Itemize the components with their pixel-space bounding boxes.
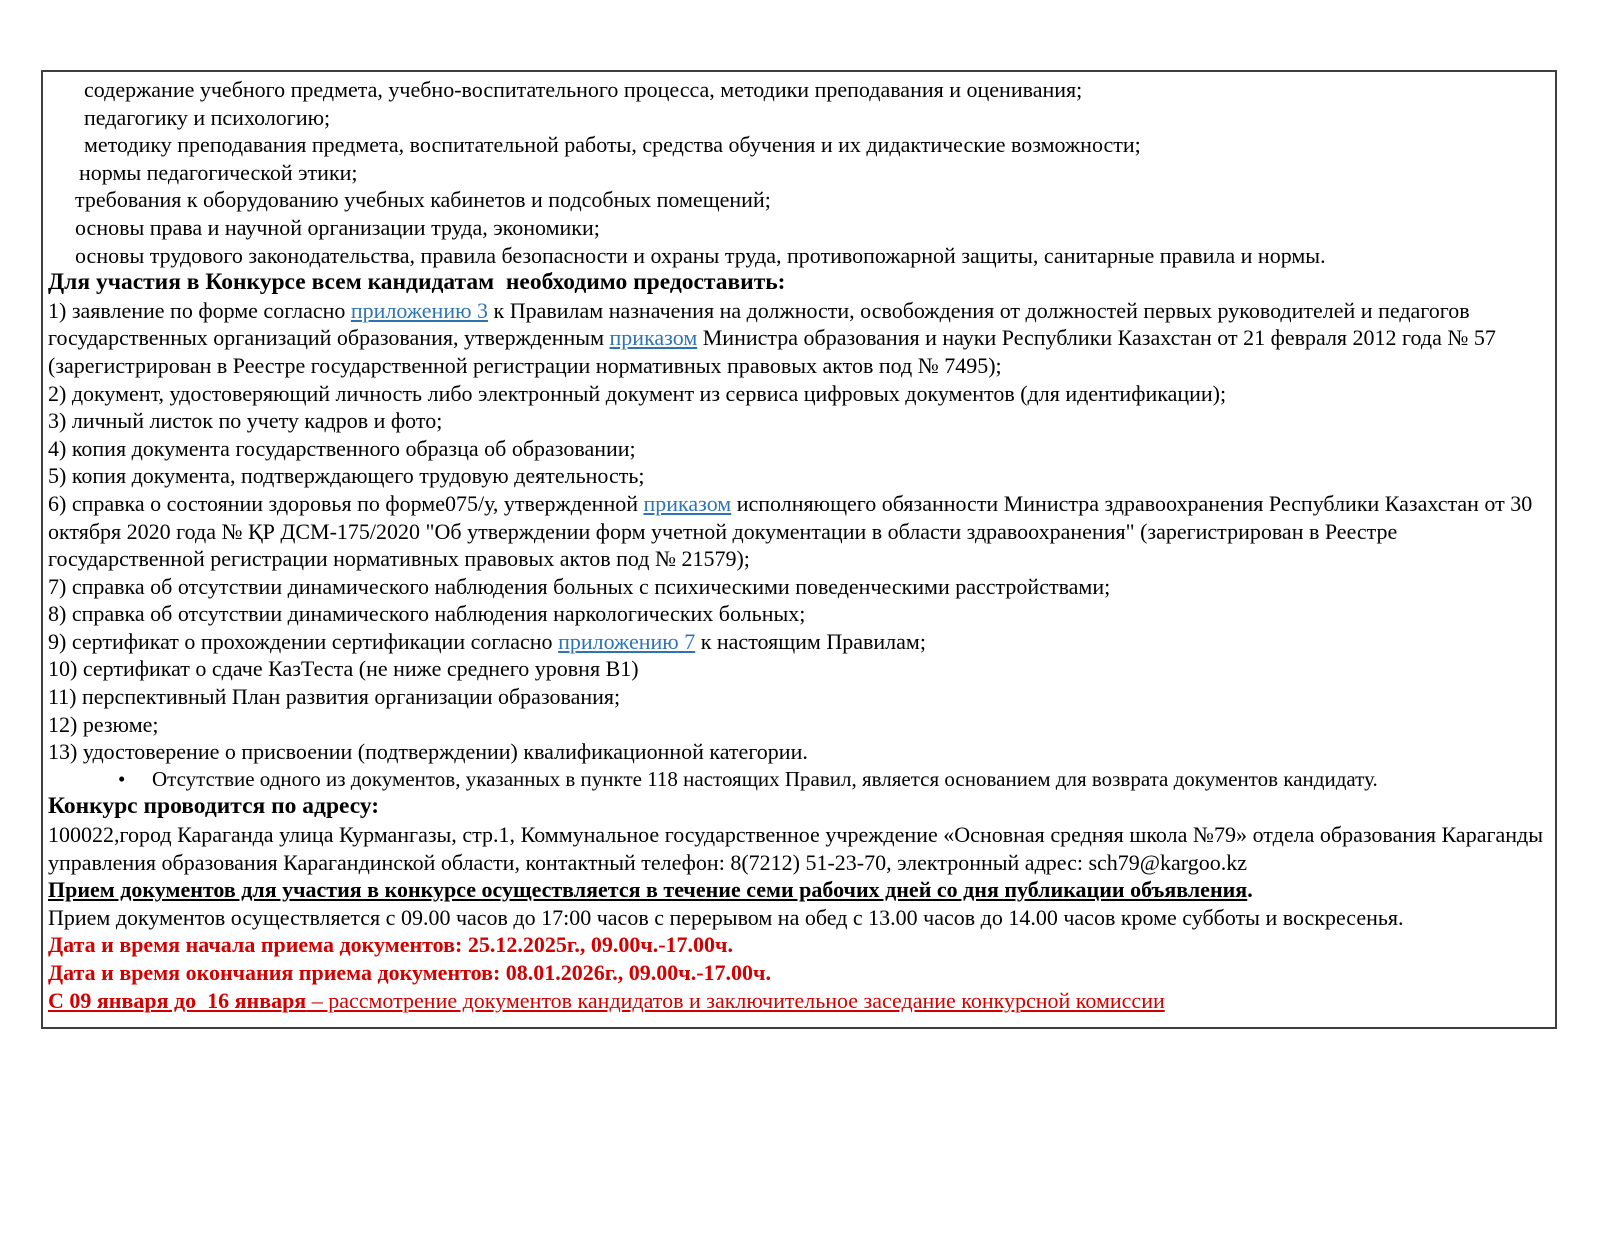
announcement-box <box>41 70 1557 1029</box>
intro-line-3: методику преподавания предмета, воспитательной работы, средства обучения и их дидактические возможности; <box>84 132 1141 158</box>
link-prilozhenie-7[interactable]: приложению 7 <box>558 628 696 654</box>
item-text: исполняющего обязанности Министра здравоохранения Республики Казахстан от 30 октября 2020 года № ҚР ДСМ-175/2020 "Об утверждении форм учетной документации в области здравоохранения" (зарегистрирован в Реестре государственной регистрации нормативных правовых актов под № 21579); <box>48 490 1533 572</box>
requirement-item-1 <box>48 297 1543 380</box>
requirement-item-6 <box>48 490 1543 573</box>
intro-line-5: требования к оборудованию учебных кабинетов и подсобных помещений; <box>75 187 771 213</box>
link-prikaz-dsm-175[interactable]: приказом <box>643 490 732 516</box>
submission-period-tail: . <box>1247 877 1253 903</box>
item-text: к настоящим Правилам; <box>695 628 926 654</box>
note-text: Отсутствие одного из документов, указанных в пункте 118 настоящих Правил, является основанием для возврата документов кандидату. <box>152 766 1378 791</box>
intro-line-7: основы трудового законодательства, правила безопасности и охраны труда, противопожарной защиты, санитарные правила и нормы. <box>75 242 1326 268</box>
submission-period-text: Прием документов для участия в конкурсе осуществляется в течение семи рабочих дней со дня публикации объявления <box>48 877 1248 903</box>
item-text: Министра образования и науки Республики Казахстан от 21 февраля 2012 года № 57 (зарегистрирован в Реестре государственной регистрации нормативных правовых актов под № 7495); <box>48 325 1496 378</box>
requirement-item-5: 5) копия документа, подтверждающего трудовую деятельность; <box>48 463 645 489</box>
item-text: 1) заявление по форме согласно <box>48 297 351 323</box>
intro-line-1: содержание учебного предмета, учебно-воспитательного процесса, методики преподавания и оценивания; <box>84 77 1083 102</box>
link-prilozhenie-3[interactable]: приложению 3 <box>350 297 489 323</box>
requirement-item-3: 3) личный листок по учету кадров и фото; <box>48 408 443 434</box>
requirement-item-8: 8) справка об отсутствии динамического наблюдения наркологических больных; <box>48 601 806 627</box>
submission-hours-line: Прием документов осуществляется с 09.00 часов до 17:00 часов с перерывом на обед с 13.00 часов до 14.00 часов кроме субботы и воскресенья. <box>48 904 1404 930</box>
review-period-line <box>48 987 1543 1015</box>
intro-line-6: основы права и научной организации труда, экономики; <box>75 214 600 240</box>
item-text: к Правилам назначения на должности, освобождения от должностей первых руководителей и педагогов государственных организаций образования, утвержденным <box>48 297 1470 351</box>
requirement-item-4: 4) копия документа государственного образца об образовании; <box>48 435 636 461</box>
item-text: 6) справка о состоянии здоровья по форме075/у, утвержденной <box>48 490 644 516</box>
intro-line-2: педагогику и психологию; <box>84 104 331 130</box>
requirement-item-12: 12) резюме; <box>48 711 159 737</box>
link-prikaz-minister-57[interactable]: приказом <box>609 325 698 351</box>
review-period-dates: С 09 января до 16 января <box>48 987 307 1013</box>
bullet-marker: • <box>118 766 126 791</box>
requirement-item-7: 7) справка об отсутствии динамического наблюдения больных с психическими поведенческими расстройствами; <box>48 573 1111 599</box>
end-date-line: Дата и время окончания приема документов: 08.01.2026г., 09.00ч.-17.00ч. <box>48 960 771 985</box>
start-date-line: Дата и время начала приема документов: 25.12.2025г., 09.00ч.-17.00ч. <box>48 932 733 958</box>
submission-period-line <box>48 876 1543 904</box>
review-period-text: – рассмотрение документов кандидатов и заключительное заседание конкурсной комиссии <box>306 987 1165 1013</box>
item-text: 9) сертификат о прохождении сертификации согласно <box>48 628 559 654</box>
requirement-item-11: 11) перспективный План развития организации образования; <box>48 684 621 710</box>
note-bullet <box>48 766 1543 794</box>
documents-heading: Для участия в Конкурсе всем кандидатам необходимо предоставить: <box>48 269 786 296</box>
requirement-item-13: 13) удостоверение о присвоении (подтверждении) квалификационной категории. <box>48 739 808 765</box>
intro-line-4: нормы педагогической этики; <box>79 159 358 185</box>
requirement-item-2: 2) документ, удостоверяющий личность либо электронный документ из сервиса цифровых документов (для идентификации); <box>48 380 1227 406</box>
address-text: 100022,город Караганда улица Курмангазы, стр.1, Коммунальное государственное учреждение «Основная средняя школа №79» отдела образования Караганды управления образования Карагандинской области, контактный телефон: 8(7212) 51-23-70, электронный адрес: sch79@kargoo.kz <box>48 822 1543 875</box>
requirement-item-10: 10) сертификат о сдаче КазТеста (не ниже среднего уровня В1) <box>48 656 639 682</box>
requirement-item-9 <box>48 628 1543 656</box>
address-heading: Конкурс проводится по адресу: <box>48 793 380 820</box>
